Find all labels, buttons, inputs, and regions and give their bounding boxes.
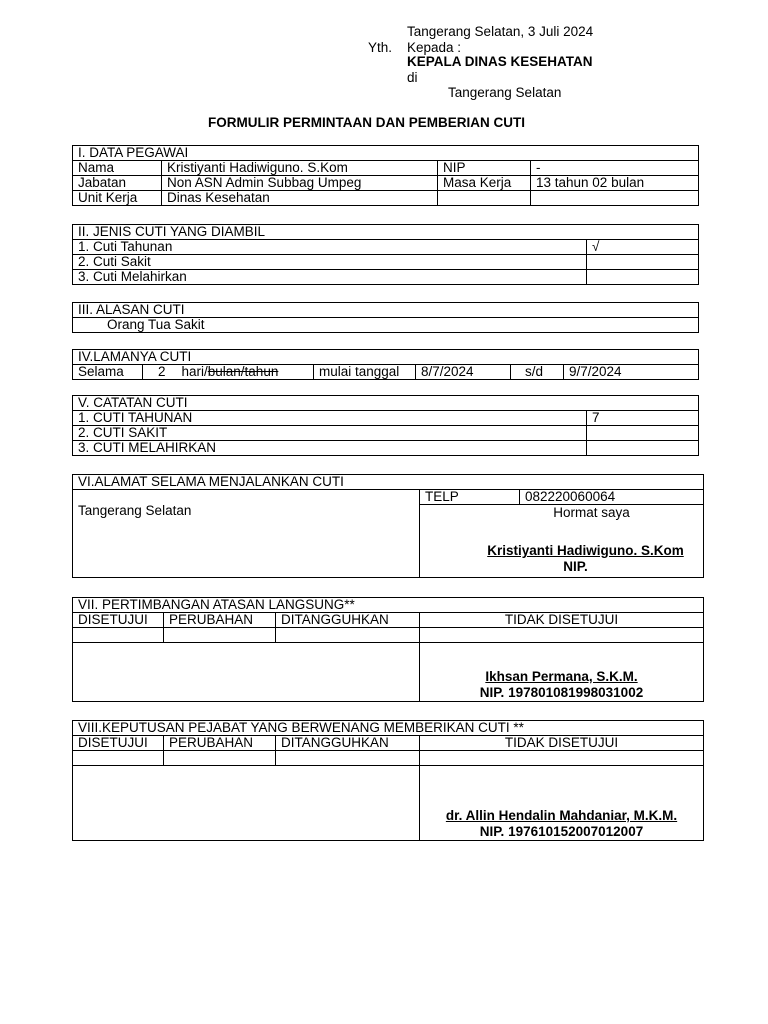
leave-type: 3. Cuti Melahirkan <box>73 270 587 285</box>
duration-unit-struck: bulan/tahun <box>207 364 279 379</box>
col-tidak-disetujui: TIDAK DISETUJUI <box>420 736 704 751</box>
place-date: Tangerang Selatan, 3 Juli 2024 <box>407 24 594 39</box>
section-heading: IV.LAMANYA CUTI <box>73 350 699 365</box>
section-keputusan-pejabat <box>72 720 704 841</box>
signature-block <box>420 643 704 702</box>
checkmark <box>587 255 699 270</box>
section-heading: I. DATA PEGAWAI <box>73 146 699 161</box>
empty-cell <box>276 751 420 766</box>
section-heading: VII. PERTIMBANGAN ATASAN LANGSUNG** <box>73 598 704 613</box>
hormat-saya: Hormat saya <box>553 505 630 520</box>
signature-block <box>420 766 704 841</box>
empty-cell <box>276 628 420 643</box>
section-jenis-cuti <box>72 224 699 285</box>
section-heading: VIII.KEPUTUSAN PEJABAT YANG BERWENANG MEMBERIKAN CUTI ** <box>73 721 704 736</box>
recipient: KEPALA DINAS KESEHATAN <box>407 54 593 69</box>
field-value <box>531 191 699 206</box>
col-perubahan: PERUBAHAN <box>164 613 276 628</box>
signer-nip: NIP. <box>563 559 588 574</box>
field-value: - <box>531 161 699 176</box>
di-label: di <box>407 70 418 85</box>
section-catatan-cuti <box>72 395 699 456</box>
signer-nip: NIP. 197610152007012007 <box>479 824 644 839</box>
col-perubahan: PERUBAHAN <box>164 736 276 751</box>
duration-unit <box>174 365 314 380</box>
leave-reason: Orang Tua Sakit <box>73 318 699 333</box>
sd-label: s/d <box>511 365 564 380</box>
col-disetujui: DISETUJUI <box>73 613 164 628</box>
empty-cell <box>73 628 164 643</box>
mulai-label: mulai tanggal <box>314 365 416 380</box>
note-value <box>587 441 699 456</box>
field-value: 13 tahun 02 bulan <box>531 176 699 191</box>
col-ditangguhkan: DITANGGUHKAN <box>276 736 420 751</box>
field-value: Kristiyanti Hadiwiguno. S.Kom <box>162 161 438 176</box>
empty-cell <box>420 751 704 766</box>
empty-cell <box>164 628 276 643</box>
end-date: 9/7/2024 <box>564 365 699 380</box>
signer-nip: NIP. 197801081998031002 <box>479 685 644 700</box>
field-label: NIP <box>438 161 531 176</box>
leave-type: 1. Cuti Tahunan <box>73 240 587 255</box>
section-data-pegawai <box>72 145 699 206</box>
yth-label: Yth. <box>368 40 393 55</box>
form-title: FORMULIR PERMINTAAN DAN PEMBERIAN CUTI <box>208 115 525 130</box>
duration-unit-plain: hari/ <box>181 364 208 379</box>
col-disetujui: DISETUJUI <box>73 736 164 751</box>
leave-type: 2. Cuti Sakit <box>73 255 587 270</box>
note-label: 3. CUTI MELAHIRKAN <box>73 441 587 456</box>
telp-label: TELP <box>420 490 520 505</box>
empty-cell <box>420 628 704 643</box>
field-label: Jabatan <box>73 176 162 191</box>
section-heading: V. CATATAN CUTI <box>73 396 699 411</box>
field-label: Unit Kerja <box>73 191 162 206</box>
section-alasan-cuti <box>72 302 699 333</box>
field-label <box>438 191 531 206</box>
telp-value: 082220060064 <box>520 490 704 505</box>
field-value: Dinas Kesehatan <box>162 191 438 206</box>
selama-label: Selama <box>73 365 143 380</box>
signer-name: dr. Allin Hendalin Mahdaniar, M.K.M. <box>445 808 678 823</box>
section-lamanya-cuti <box>72 349 699 380</box>
note-value <box>587 426 699 441</box>
note-label: 2. CUTI SAKIT <box>73 426 587 441</box>
signer-name: Ikhsan Permana, S.K.M. <box>485 669 638 684</box>
signature-block <box>420 505 704 578</box>
field-value: Non ASN Admin Subbag Umpeg <box>162 176 438 191</box>
duration-count: 2 <box>143 365 174 380</box>
note-label: 1. CUTI TAHUNAN <box>73 411 587 426</box>
section-heading: III. ALASAN CUTI <box>73 303 699 318</box>
empty-cell <box>73 751 164 766</box>
note-value: 7 <box>587 411 699 426</box>
section-pertimbangan-atasan <box>72 597 704 702</box>
field-label: Masa Kerja <box>438 176 531 191</box>
leave-address: Tangerang Selatan <box>73 490 420 578</box>
section-heading: VI.ALAMAT SELAMA MENJALANKAN CUTI <box>73 475 704 490</box>
col-ditangguhkan: DITANGGUHKAN <box>276 613 420 628</box>
recipient-city: Tangerang Selatan <box>448 85 562 100</box>
col-tidak-disetujui: TIDAK DISETUJUI <box>420 613 704 628</box>
empty-cell <box>164 751 276 766</box>
section-heading: II. JENIS CUTI YANG DIAMBIL <box>73 225 699 240</box>
signer-name: Kristiyanti Hadiwiguno. S.Kom <box>487 543 684 558</box>
section-alamat-cuti <box>72 474 704 578</box>
checkmark: √ <box>587 240 699 255</box>
empty-cell <box>73 643 420 702</box>
kepada-label: Kepada : <box>407 40 462 55</box>
start-date: 8/7/2024 <box>416 365 511 380</box>
checkmark <box>587 270 699 285</box>
field-label: Nama <box>73 161 162 176</box>
empty-cell <box>73 766 420 841</box>
